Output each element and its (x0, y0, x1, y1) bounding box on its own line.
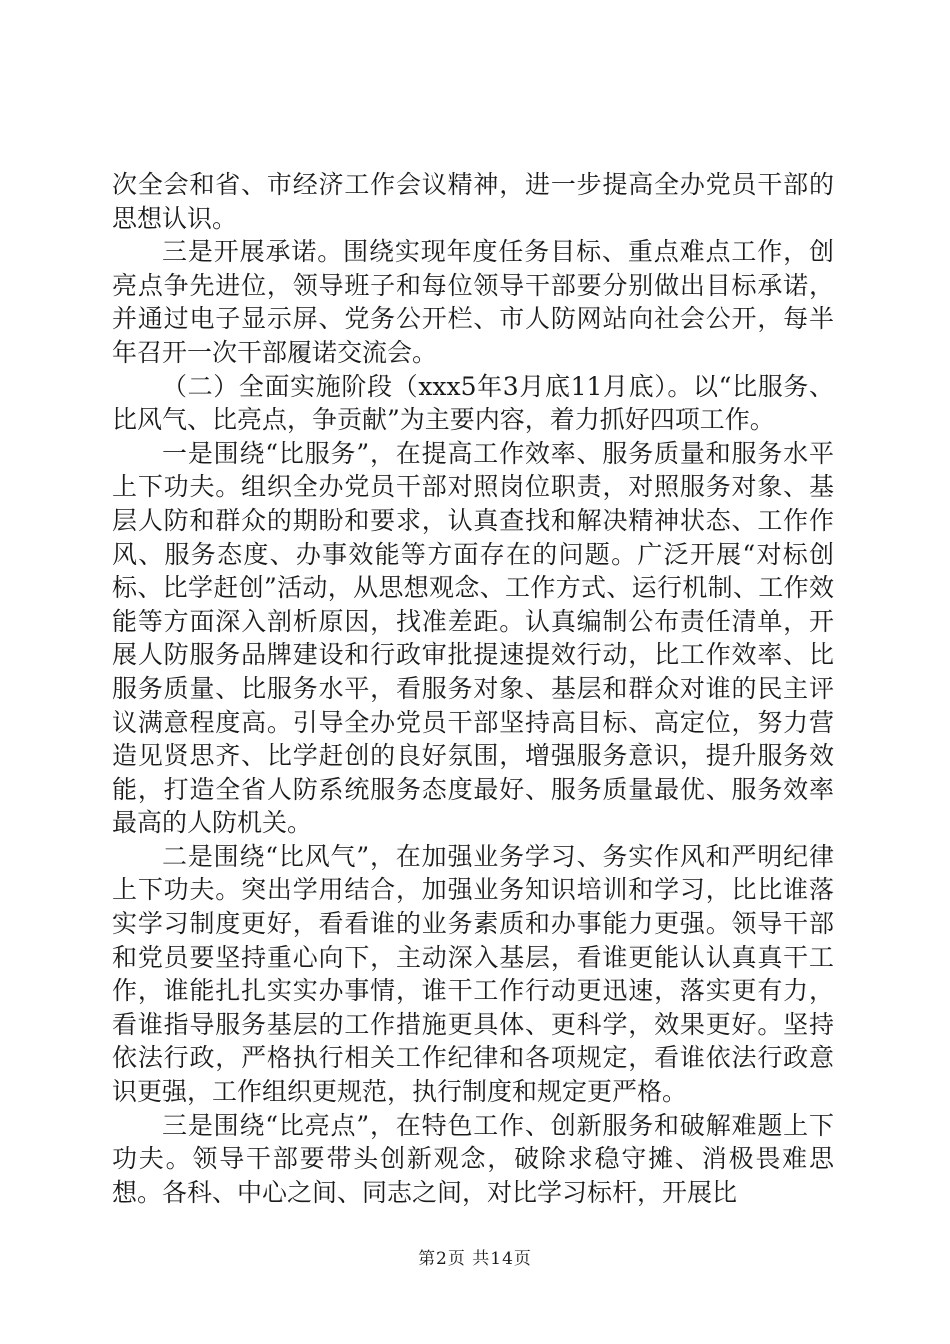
paragraph-compare-style: 二是围绕“比风气”，在加强业务学习、务实作风和严明纪律上下功夫。突出学用结合，加强业务知识培训和学习，比比谁落实学习制度更好，看看谁的业务素质和办事能力更强。领导干部和党员要坚持重心向下，主动深入基层，看谁更能认认真真干工作，谁能扎扎实实办事情，谁干工作行动更迅速，落实更有力，看谁指导服务基层的工作措施更具体、更科学，效果更好。坚持依法行政，严格执行相关工作纪律和各项规定，看谁依法行政意识更强，工作组织更规范，执行制度和规定更严格。 (112, 841, 834, 1107)
paragraph-compare-service: 一是围绕“比服务”，在提高工作效率、服务质量和服务水平上下功夫。组织全办党员干部对照岗位职责，对照服务对象、基层人防和群众的期盼和要求，认真查找和解决精神状态、工作作风、服务态度、办事效能等方面存在的问题。广泛开展“对标创标、比学赶创”活动，从思想观念、工作方式、运行机制、工作效能等方面深入剖析原因，找准差距。认真编制公布责任清单，开展人防服务品牌建设和行政审批提速提效行动，比工作效率、比服务质量、比服务水平，看服务对象、基层和群众对谁的民主评议满意程度高。引导全办党员干部坚持高目标、高定位，努力营造见贤思齐、比学赶创的良好氛围，增强服务意识，提升服务效能，打造全省人防系统服务态度最好、服务质量最优、服务效率最高的人防机关。 (112, 438, 834, 838)
document-body (112, 168, 834, 1209)
paragraph-compare-highlights: 三是围绕“比亮点”，在特色工作、创新服务和破解难题上下功夫。领导干部要带头创新观念，破除求稳守摊、消极畏难思想。各科、中心之间、同志之间，对比学习标杆，开展比 (112, 1110, 834, 1207)
paragraph-continuation: 次全会和省、市经济工作会议精神，进一步提高全办党员干部的思想认识。 (112, 170, 834, 233)
paragraph-commitment: 三是开展承诺。围绕实现年度任务目标、重点难点工作，创亮点争先进位，领导班子和每位领导干部要分别做出目标承诺，并通过电子显示屏、党务公开栏、市人防网站向社会公开，每半年召开一次干部履诺交流会。 (112, 237, 834, 367)
paragraph-implementation-stage: （二）全面实施阶段（xxx5年3月底11月底）。以“比服务、比风气、比亮点，争贡献”为主要内容，着力抓好四项工作。 (112, 371, 834, 435)
page-number-footer: 第2页 共14页 (418, 1249, 532, 1269)
